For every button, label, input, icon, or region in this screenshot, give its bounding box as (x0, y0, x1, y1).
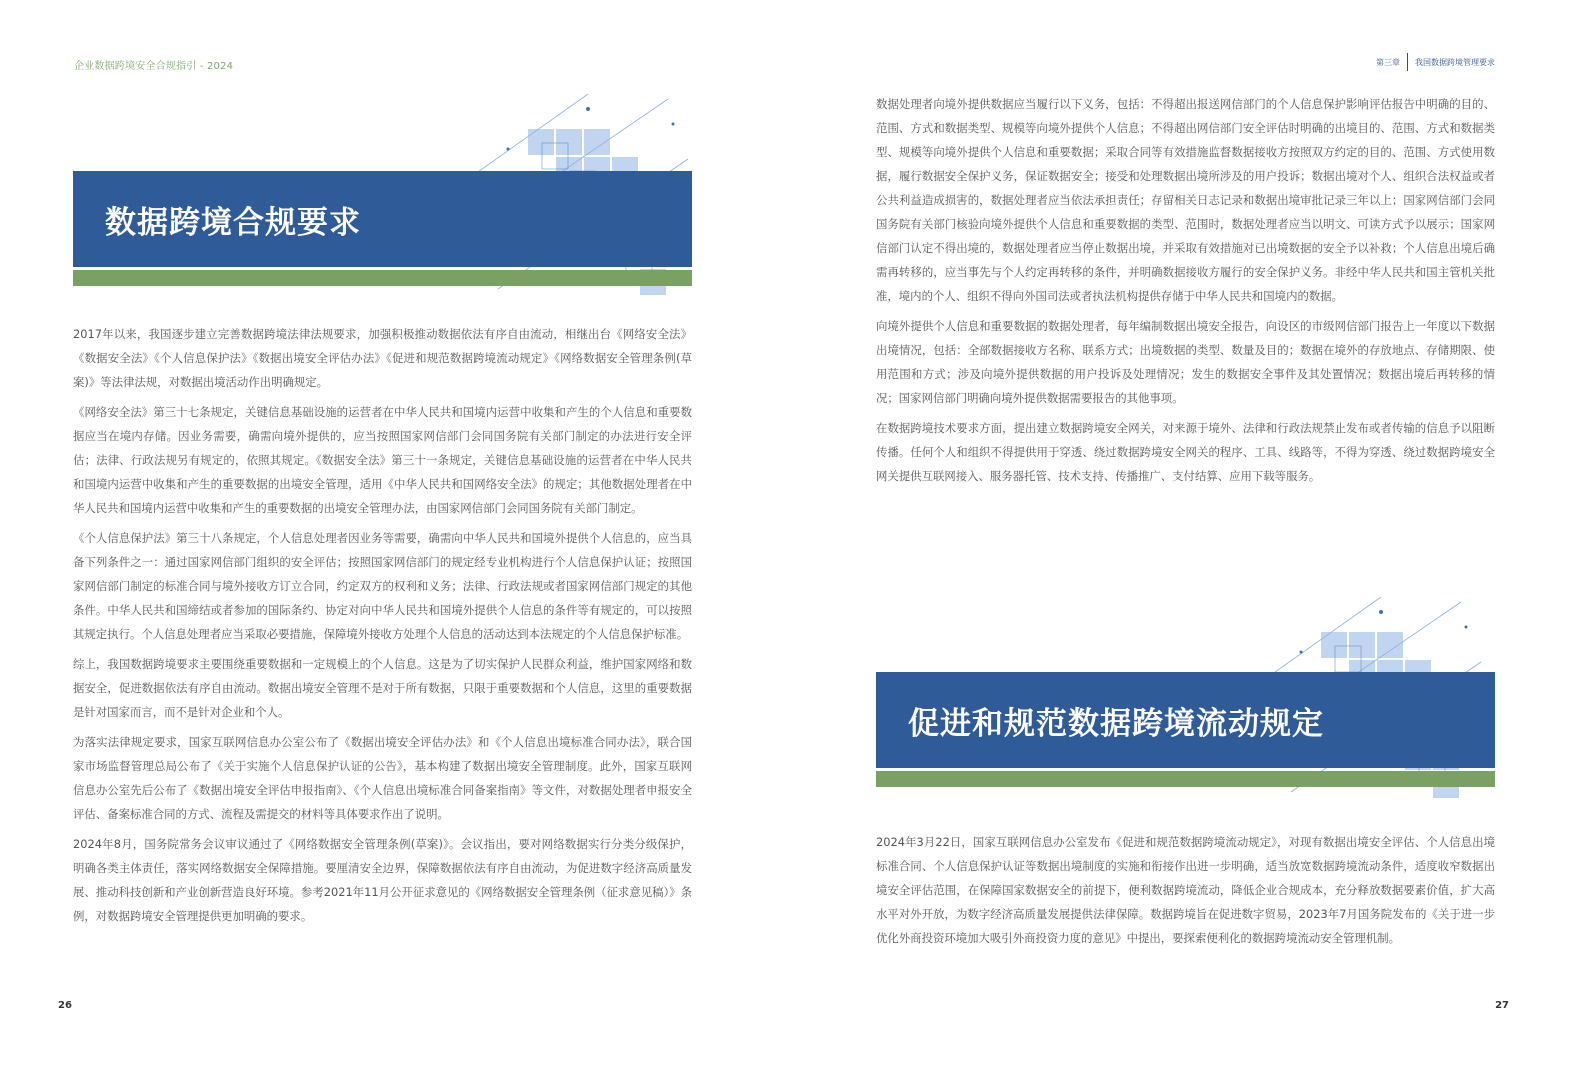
section-title: 数据跨境合规要求 (105, 204, 361, 241)
chapter-label: 第三章 (1376, 57, 1400, 67)
paragraph: 《个人信息保护法》第三十八条规定，个人信息处理者因业务等需要，确需向中华人民共和国境外提供个人信息的，应当具备下列条件之一：通过国家网信部门组织的安全评估；按照国家网信部门的规定经专业机构进行个人信息保护认证；按照国家网信部门制定的标准合同与境外接收方订立合同，约定双方的权利和义务；法律、行政法规或者国家网信部门规定的其他条件。中华人民共和国缔结或者参加的国际条约、协定对向中华人民共和国境外提供个人信息的条件等有规定的，可以按照其规定执行。个人信息处理者应当采取必要措施，保障境外接收方处理个人信息的活动达到本法规定的个人信息保护标准。 (73, 531, 692, 641)
section-banner (73, 171, 692, 286)
body-text-top (876, 92, 1495, 494)
section-banner (876, 672, 1495, 787)
page-number: 26 (58, 1000, 72, 1011)
running-head (1376, 52, 1495, 72)
body-text (73, 322, 692, 934)
left-page (0, 0, 793, 1077)
paragraph: 在数据跨境技术要求方面，提出建立数据跨境安全网关，对来源于境外、法律和行政法规禁止发布或者传输的信息予以阻断传播。任何个人和组织不得提供用于穿透、绕过数据跨境安全网关的程序、工具、线路等，不得为穿透、绕过数据跨境安全网关提供互联网接入、服务器托管、技术支持、传播推广、支付结算、应用下载等服务。 (876, 421, 1495, 483)
banner-title-bar (73, 171, 692, 267)
paragraph: 综上，我国数据跨境要求主要围绕重要数据和一定规模上的个人信息。这是为了切实保护人民群众利益，维护国家网络和数据安全，促进数据依法有序自由流动。数据出境安全管理不是对于所有数据，只限于重要数据和个人信息，这里的重要数据是针对国家而言，而不是针对企业和个人。 (73, 657, 692, 719)
banner-title-bar (876, 672, 1495, 768)
paragraph: 2017年以来，我国逐步建立完善数据跨境法律法规要求，加强积极推动数据依法有序自由流动，相继出台《网络安全法》《数据安全法》《个人信息保护法》《数据出境安全评估办法》《促进和规范数据跨境流动规定》《网络数据安全管理条例(草案)》等法律法规，对数据出境活动作出明确规定。 (73, 327, 692, 389)
paragraph: 数据处理者向境外提供数据应当履行以下义务，包括：不得超出报送网信部门的个人信息保护影响评估报告中明确的目的、范围、方式和数据类型、规模等向境外提供个人信息；不得超出网信部门安全评估时明确的出境目的、范围、方式和数据类型、规模等向境外提供个人信息和重要数据；采取合同等有效措施监督数据接收方按照双方约定的目的、范围、方式使用数据，履行数据安全保护义务，保证数据安全；接受和处理数据出境所涉及的用户投诉；数据出境对个人、组织合法权益或者公共利益造成损害的，数据处理者应当依法承担责任；存留相关日志记录和数据出境审批记录三年以上；国家网信部门会同国务院有关部门核验向境外提供个人信息和重要数据的类型、范围时，数据处理者应当以明文、可读方式予以展示；国家网信部门认定不得出境的，数据处理者应当停止数据出境，并采取有效措施对已出境数据的安全予以补救；个人信息出境后确需再转移的，应当事先与个人约定再转移的条件，并明确数据接收方履行的安全保护义务。非经中华人民共和国主管机关批准，境内的个人、组织不得向外国司法或者执法机构提供存储于中华人民共和国境内的数据。 (876, 97, 1495, 303)
banner-accent-bar (73, 270, 692, 286)
chapter-title: 我国数据跨境管理要求 (1415, 57, 1495, 67)
paragraph: 为落实法律规定要求，国家互联网信息办公室公布了《数据出境安全评估办法》和《个人信息出境标准合同办法》，联合国家市场监督管理总局公布了《关于实施个人信息保护认证的公告》，基本构建了数据出境安全管理制度。此外，国家互联网信息办公室先后公布了《数据出境安全评估申报指南》、《个人信息出境标准合同备案指南》等文件，对数据处理者申报安全评估、备案标准合同的方式、流程及需提交的材料等具体要求作出了说明。 (73, 735, 692, 821)
divider (1407, 53, 1408, 71)
running-head: 企业数据跨境安全合规指引 - 2024 (74, 61, 234, 72)
banner-accent-bar (876, 771, 1495, 787)
paragraph: 2024年8月，国务院常务会议审议通过了《网络数据安全管理条例(草案)》。会议指出，要对网络数据实行分类分级保护，明确各类主体责任，落实网络数据安全保障措施。要厘清安全边界，保障数据依法有序自由流动，为促进数字经济高质量发展、推动科技创新和产业创新营造良好环境。参考2021年11月公开征求意见的《网络数据安全管理条例（征求意见稿）》条例，对数据跨境安全管理提供更加明确的要求。 (73, 837, 692, 923)
paragraph: 2024年3月22日，国家互联网信息办公室发布《促进和规范数据跨境流动规定》，对现有数据出境安全评估、个人信息出境标准合同、个人信息保护认证等数据出境制度的实施和衔接作出进一步明确，适当放宽数据跨境流动条件，适度收窄数据出境安全评估范围，在保障国家数据安全的前提下，便利数据跨境流动，降低企业合规成本，充分释放数据要素价值，扩大高水平对外开放，为数字经济高质量发展提供法律保障。数据跨境旨在促进数字贸易，2023年7月国务院发布的《关于进一步优化外商投资环境加大吸引外商投资力度的意见》中提出，要探索便利化的数据跨境流动安全管理机制。 (876, 835, 1495, 945)
paragraph: 向境外提供个人信息和重要数据的数据处理者，每年编制数据出境安全报告，向设区的市级网信部门报告上一年度以下数据出境情况，包括：全部数据接收方名称、联系方式；出境数据的类型、数量及目的；数据在境外的存放地点、存储期限、使用范围和方式；涉及向境外提供数据的用户投诉及处理情况；发生的数据安全事件及其处置情况；数据出境后再转移的情况；国家网信部门明确向境外提供数据需要报告的其他事项。 (876, 319, 1495, 405)
paragraph: 《网络安全法》第三十七条规定，关键信息基础设施的运营者在中华人民共和国境内运营中收集和产生的个人信息和重要数据应当在境内存储。因业务需要，确需向境外提供的，应当按照国家网信部门会同国务院有关部门制定的办法进行安全评估；法律、行政法规另有规定的，依照其规定。《数据安全法》第三十一条规定，关键信息基础设施的运营者在中华人民共和国境内运营中收集和产生的重要数据的出境安全管理，适用《中华人民共和国网络安全法》的规定；其他数据处理者在中华人民共和国境内运营中收集和产生的重要数据的出境安全管理办法，由国家网信部门会同国务院有关部门制定。 (73, 405, 692, 515)
body-text-bottom (876, 830, 1495, 956)
page-number: 27 (1495, 1000, 1509, 1011)
right-page (793, 0, 1587, 1077)
section-title: 促进和规范数据跨境流动规定 (908, 705, 1324, 742)
